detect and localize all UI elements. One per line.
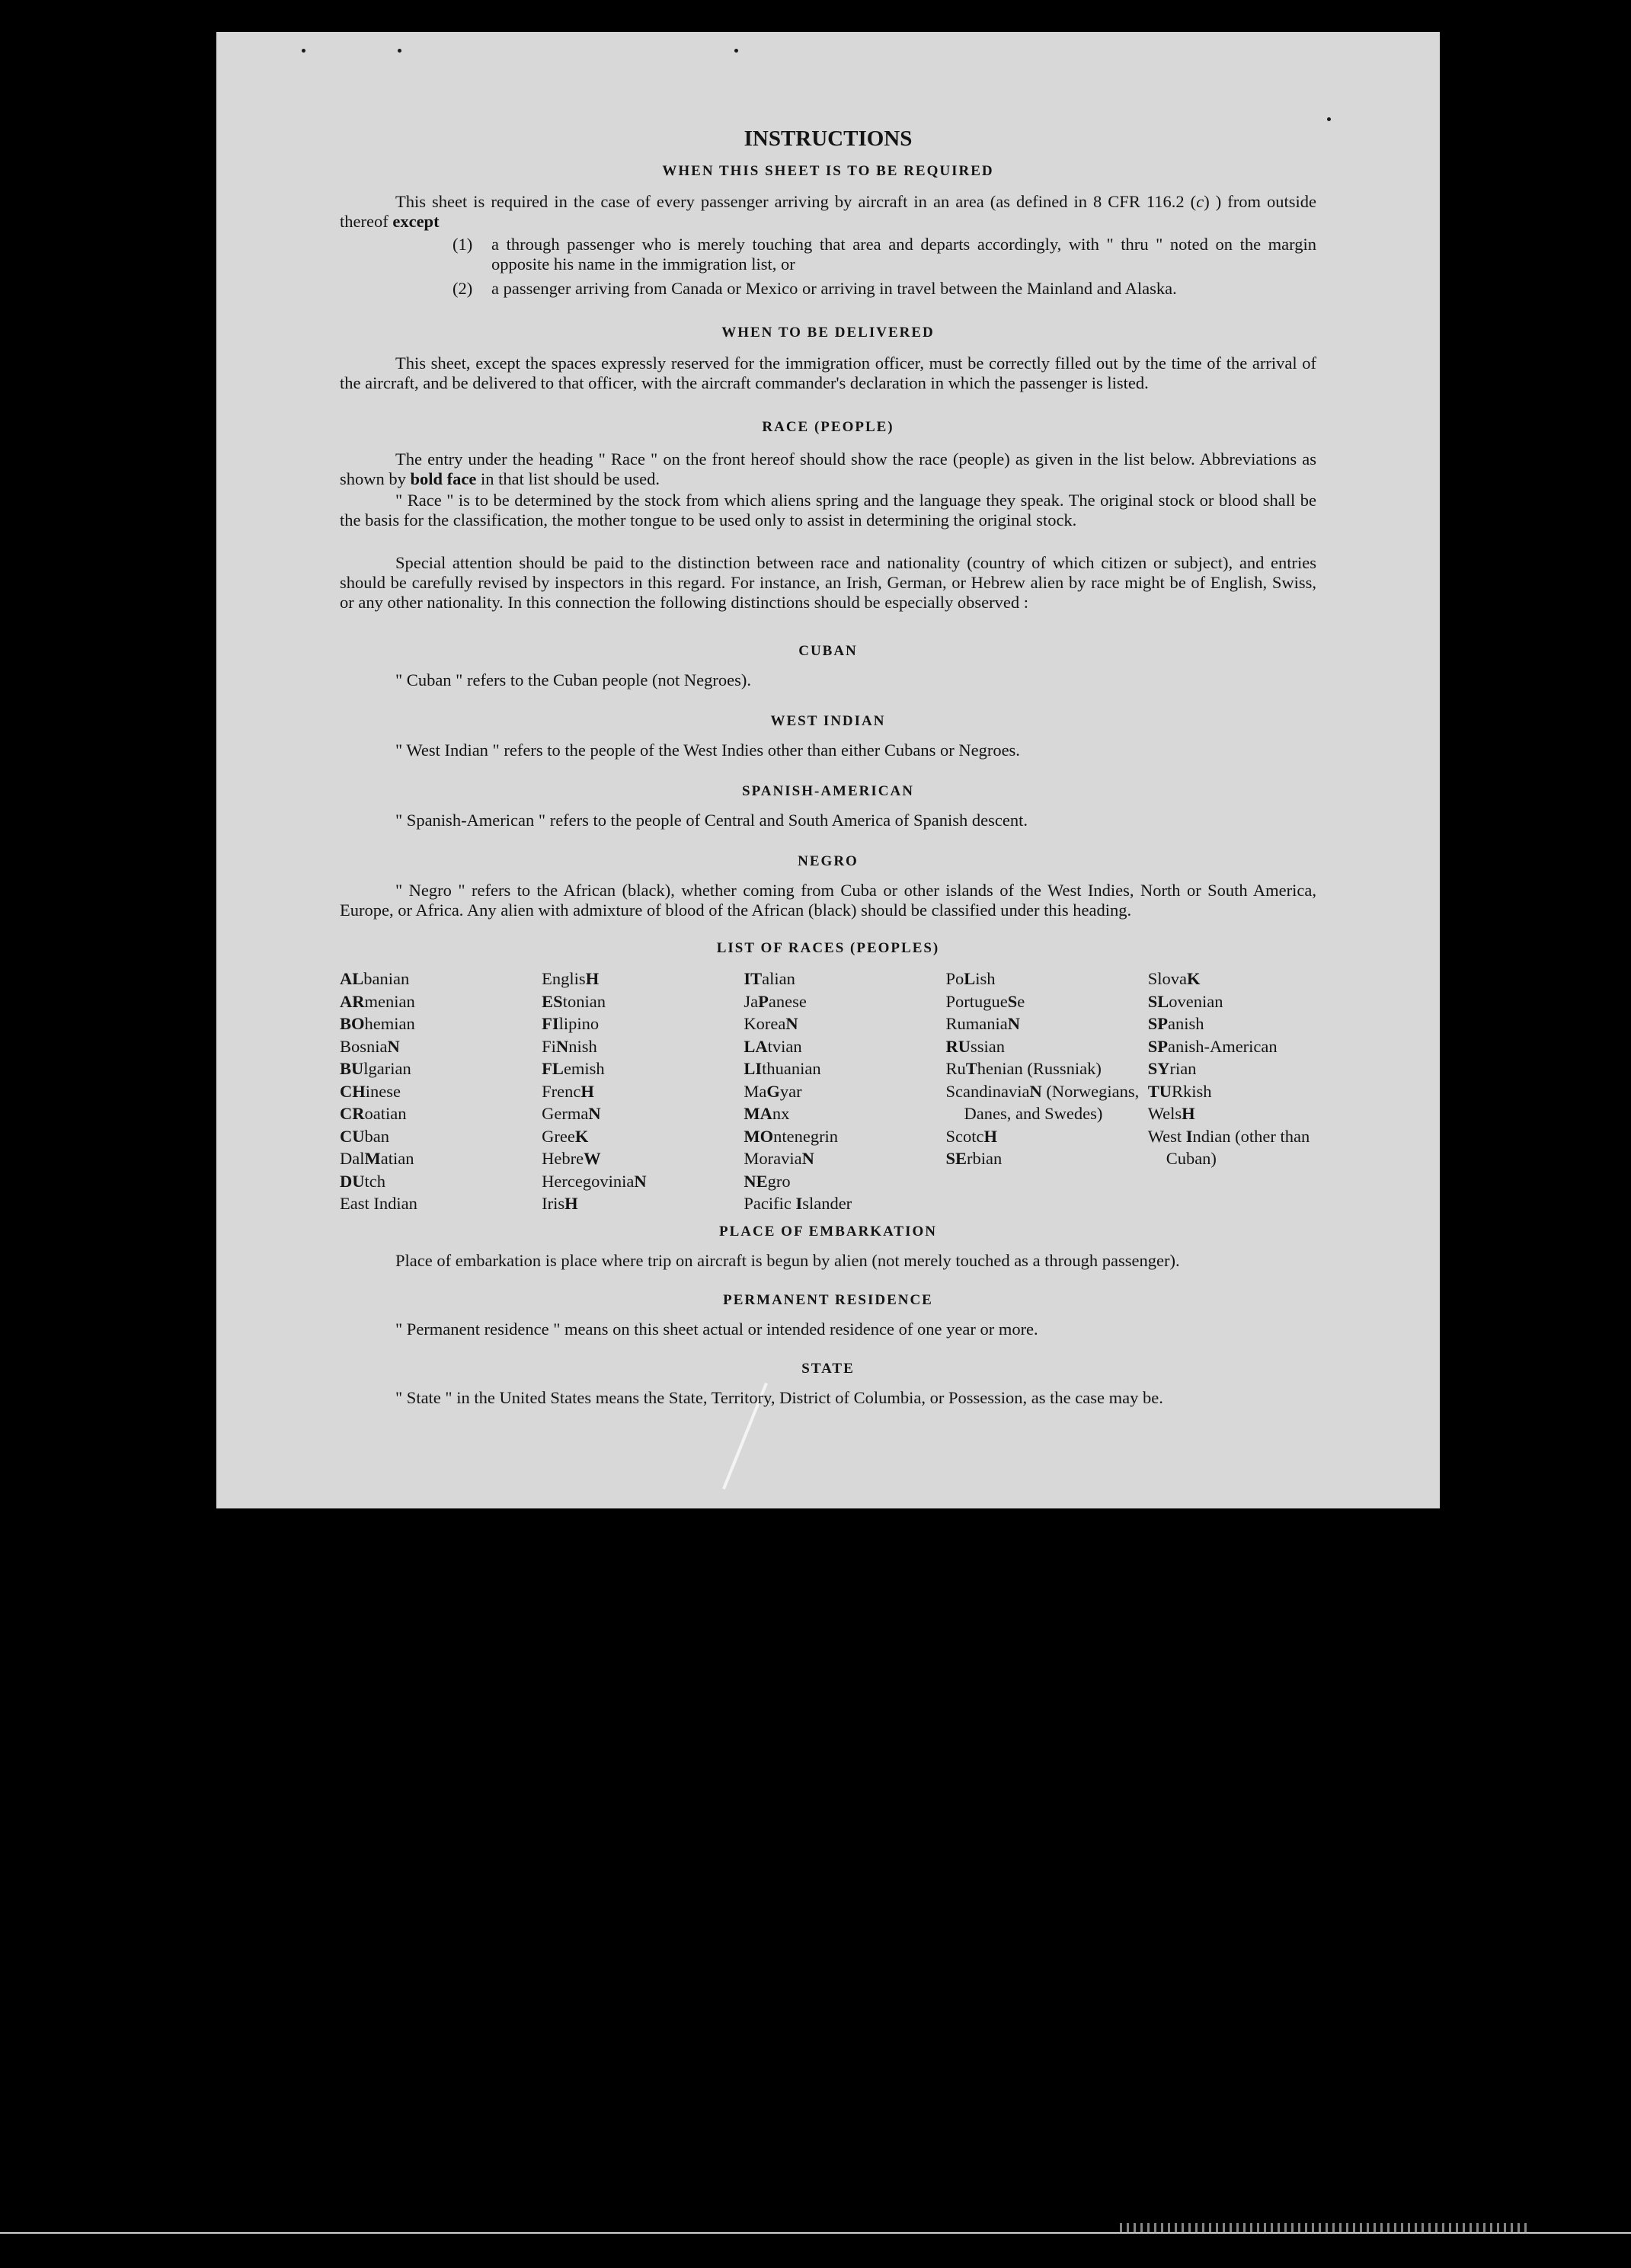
race-entry: BosniaN	[340, 1036, 400, 1056]
race-entry: SPanish-American	[1147, 1036, 1278, 1056]
race-entry: SlovaK	[1147, 969, 1201, 988]
speck	[398, 49, 401, 53]
paragraph-race-3: Special attention should be paid to the distinction between race and nationality (country of which citizen or subject), and entries should be carefully revised by inspectors in this regard. For instance, an Irish, German, or Hebrew alien by race might be of English, Swiss, or any other nationality. In this connection the following distinctions should be especially observed :	[340, 553, 1316, 612]
race-entry: CHinese	[340, 1081, 401, 1101]
page-title: INSTRUCTIONS	[744, 126, 913, 151]
paragraph-permanent-residence: " Permanent residence " means on this sheet actual or intended residence of one year or more.	[395, 1320, 1038, 1339]
paragraph-negro: " Negro " refers to the African (black), whether coming from Cuba or other islands of the West Indies, North or South America, Europe, or Africa. Any alien with admixture of blood of the African (black) should be classified under this heading.	[340, 881, 1316, 920]
race-entry: TURkish	[1147, 1081, 1212, 1101]
race-entry: East Indian	[340, 1194, 417, 1213]
race-entry: ScotcH	[945, 1126, 998, 1146]
race-entry: JaPanese	[744, 991, 807, 1011]
race-entry: PoLish	[945, 969, 996, 988]
race-entry: MOntenegrin	[744, 1126, 839, 1146]
heading-spanish-american: SPANISH-AMERICAN	[742, 783, 914, 799]
race-entry: LAtvian	[744, 1036, 802, 1056]
race-entry: ALbanian	[340, 969, 410, 988]
paragraph-cuban: " Cuban " refers to the Cuban people (not Negroes).	[395, 670, 751, 689]
race-entry: ITalian	[744, 969, 795, 988]
races-column	[946, 968, 1148, 1215]
heading-race: RACE (PEOPLE)	[762, 419, 894, 435]
heading-state: STATE	[801, 1361, 855, 1377]
race-entry: RUssian	[945, 1036, 1006, 1056]
heading-when-delivered: WHEN TO BE DELIVERED	[721, 325, 935, 341]
race-entry: KoreaN	[744, 1014, 798, 1033]
race-entry: CRoatian	[340, 1104, 407, 1123]
race-entry: EStonian	[542, 991, 606, 1011]
heading-permanent-residence: PERMANENT RESIDENCE	[723, 1292, 933, 1308]
paragraph-when-delivered: This sheet, except the spaces expressly reserved for the immigration officer, must be correctly filled out by the time of the arrival of the aircraft, and be delivered to that officer, with the aircraft commander's declaration in which the passenger is listed.	[340, 353, 1316, 392]
race-entry: FiNnish	[542, 1036, 597, 1056]
race-entry: DalMatian	[340, 1149, 414, 1168]
heading-list-of-races: LIST OF RACES (PEOPLES)	[716, 940, 940, 956]
heading-when-required: WHEN THIS SHEET IS TO BE REQUIRED	[662, 163, 994, 179]
heading-west-indian: WEST INDIAN	[770, 713, 886, 729]
race-entry: BOhemian	[340, 1014, 415, 1033]
race-entry: CUban	[340, 1126, 389, 1146]
speck	[1327, 117, 1331, 121]
race-entry: SLovenian	[1147, 991, 1223, 1011]
heading-embarkation: PLACE OF EMBARKATION	[719, 1224, 937, 1240]
heading-cuban: CUBAN	[798, 643, 858, 659]
race-entry: BUlgarian	[340, 1059, 411, 1078]
race-entry: NEgro	[744, 1171, 791, 1191]
race-entry: ScandinaviaN (Norwegians, Danes, and Swedes)	[945, 1081, 1140, 1123]
race-entry: IrisH	[542, 1194, 578, 1213]
race-entry: RuThenian (Russniak)	[945, 1059, 1102, 1078]
race-entry: LIthuanian	[744, 1059, 821, 1078]
race-entry: ARmenian	[340, 991, 415, 1011]
paragraph-state: " State " in the United States means the State, Territory, District of Columbia, or Possession, as the case may be.	[395, 1388, 1163, 1407]
speck	[734, 49, 738, 53]
race-entry: MAnx	[744, 1104, 790, 1123]
race-entry: SPanish	[1147, 1014, 1204, 1033]
race-entry: FIlipino	[542, 1014, 600, 1033]
race-entry: PortugueSe	[945, 991, 1025, 1011]
document-sheet	[216, 32, 1440, 1508]
paragraph-west-indian: " West Indian " refers to the people of the West Indies other than either Cubans or Negroes.	[395, 741, 1020, 760]
paragraph-embarkation: Place of embarkation is place where trip on aircraft is begun by alien (not merely touched as a through passenger).	[395, 1251, 1180, 1270]
race-entry: FLemish	[542, 1059, 605, 1078]
exception-item-1: (1) a through passenger who is merely touching that area and departs accordingly, with " thru " noted on the margin opposite his name in the immigration list, or	[453, 235, 1316, 274]
race-entry: WelsH	[1147, 1104, 1195, 1123]
race-entry: Pacific Islander	[744, 1194, 852, 1213]
races-column	[542, 968, 744, 1215]
races-column	[1148, 968, 1322, 1215]
paragraph-when-required: This sheet is required in the case of every passenger arriving by aircraft in an area (as defined in 8 CFR 116.2 (c) ) from outside thereof except	[340, 192, 1317, 231]
race-entry: SErbian	[945, 1149, 1003, 1168]
exception-item-2: (2) a passenger arriving from Canada or Mexico or arriving in travel between the Mainland and Alaska.	[453, 279, 1177, 298]
paragraph-spanish-american: " Spanish-American " refers to the people of Central and South America of Spanish descent.	[395, 811, 1028, 830]
race-entry: RumaniaN	[945, 1014, 1020, 1033]
race-entry: MoraviaN	[744, 1149, 814, 1168]
race-entry: MaGyar	[744, 1081, 802, 1101]
race-entry: DUtch	[340, 1171, 385, 1191]
scan-noise	[1120, 2223, 1531, 2234]
races-column	[744, 968, 945, 1215]
race-entry: SYrian	[1147, 1059, 1197, 1078]
race-entry: HebreW	[542, 1149, 601, 1168]
race-entry: EnglisH	[542, 969, 600, 988]
race-entry: HercegoviniaN	[542, 1171, 647, 1191]
paragraph-race-2: " Race " is to be determined by the stock from which aliens spring and the language they speak. The original stock or blood shall be the basis for the classification, the mother tongue to be used only to assist in determining the original stock.	[340, 491, 1316, 529]
race-entry: GermaN	[542, 1104, 601, 1123]
race-entry: GreeK	[542, 1126, 589, 1146]
race-entry: West Indian (other than Cuban)	[1147, 1126, 1310, 1168]
speck	[302, 49, 305, 53]
races-list	[340, 968, 1322, 1215]
races-column	[340, 968, 542, 1215]
heading-negro: NEGRO	[798, 853, 859, 869]
paragraph-race-1: The entry under the heading " Race " on the front hereof should show the race (people) as given in the list below. Abbreviations as shown by bold face in that list should be used.	[340, 449, 1316, 488]
race-entry: FrencH	[542, 1081, 594, 1101]
